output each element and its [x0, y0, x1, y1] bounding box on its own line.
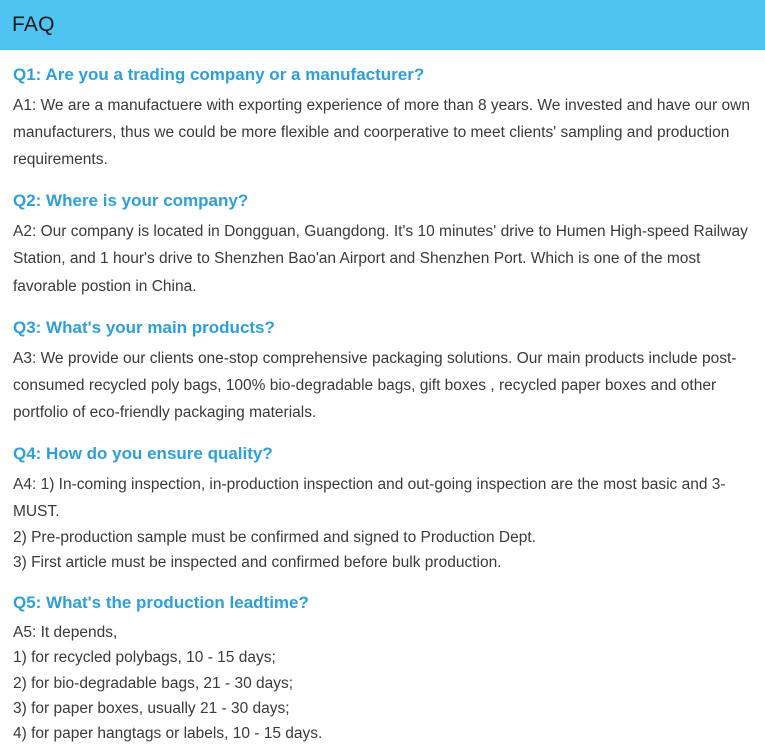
faq-item-q4: [13, 443, 752, 575]
faq-answer-q4-line-1: A4: 1) In-coming inspection, in-production inspection and out-going inspection are the most basic and 3-MUST.: [13, 475, 726, 520]
faq-answer-q4-line-2: 2) Pre-production sample must be confirmed and signed to Production Dept.: [13, 529, 536, 547]
faq-item-q3: [13, 317, 752, 426]
faq-answer-q1: A1: We are a manufactuere with exporting experience of more than 8 years. We invested and have our own manufacturers, thus we could be more flexible and coorperative to meet clients' sampling and production requirements.: [13, 96, 750, 169]
faq-question-q5: Q5: What's the production leadtime?: [13, 593, 309, 613]
page-title: FAQ: [12, 13, 55, 36]
faq-header-bar: [0, 0, 765, 50]
faq-answer-q2: A2: Our company is located in Dongguan, Guangdong. It's 10 minutes' drive to Humen High-speed Railway Station, and 1 hour's drive to Shenzhen Bao'an Airport and Shenzhen Port. Which is one of the most favorable postion in China.: [13, 223, 748, 295]
faq-answer-q4-line-3: 3) First article must be inspected and confirmed before bulk production.: [13, 554, 502, 572]
faq-answer-q5-line-2: 1) for recycled polybags, 10 - 15 days;: [13, 649, 276, 667]
faq-answer-q5-line-3: 2) for bio-degradable bags, 21 - 30 days;: [13, 674, 294, 692]
faq-content: [0, 50, 765, 746]
faq-answer-q5-line-5: 4) for paper hangtags or labels, 10 - 15 days.: [13, 724, 323, 742]
faq-item-q5: [13, 592, 752, 745]
faq-question-q4: Q4: How do you ensure quality?: [13, 443, 273, 463]
faq-question-q2: Q2: Where is your company?: [13, 191, 249, 211]
faq-item-q2: [13, 190, 752, 299]
faq-item-q1: [13, 64, 752, 173]
faq-question-q3: Q3: What's your main products?: [13, 317, 275, 337]
faq-question-q1: Q1: Are you a trading company or a manufacturer?: [13, 65, 425, 84]
faq-answer-q5-line-1: A5: It depends,: [13, 624, 118, 642]
faq-answer-q3: A3: We provide our clients one-stop comprehensive packaging solutions. Our main products include post-consumed recycled poly bags, 100% bio-degradable bags, gift boxes , recycled paper boxes and other portfolio of eco-friendly packaging materials.: [13, 349, 737, 421]
faq-answer-q5-line-4: 3) for paper boxes, usually 21 - 30 days;: [13, 699, 290, 717]
